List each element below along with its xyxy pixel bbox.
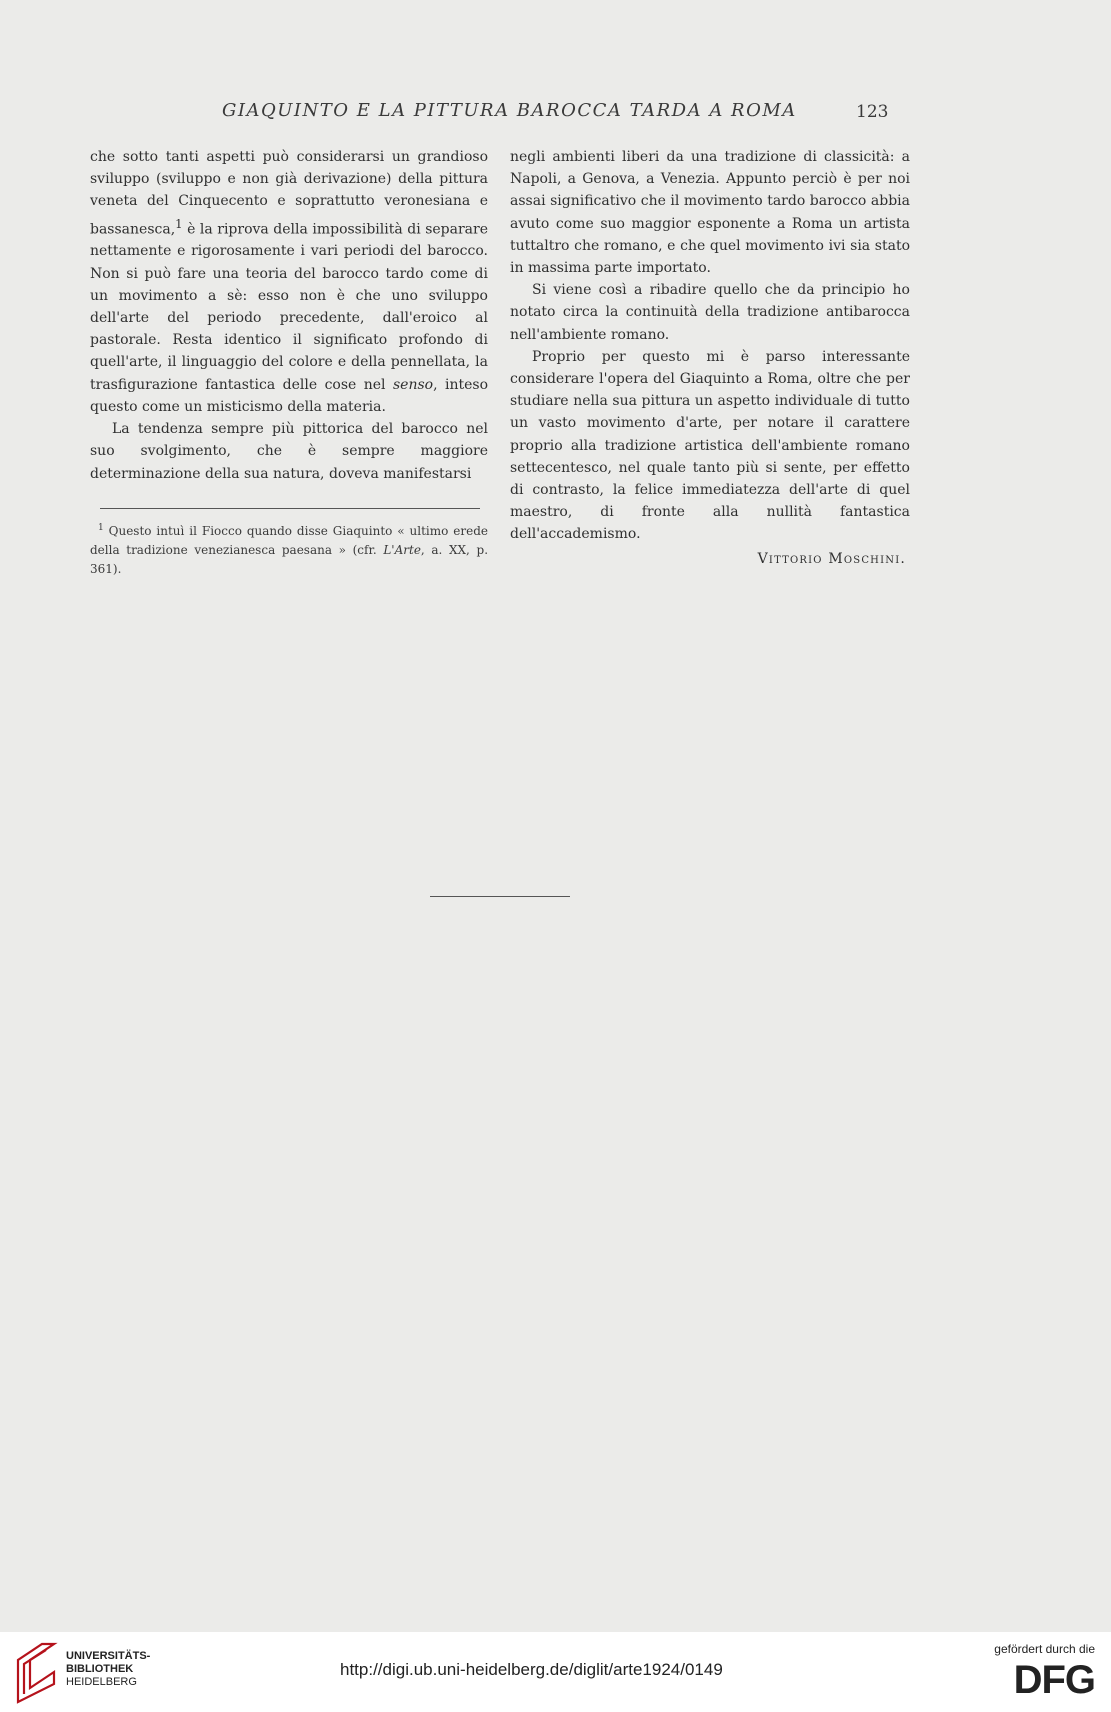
paragraph-text: che sotto tanti aspetti può considerarsi un grandioso sviluppo (sviluppo e non già derivazione) della pittura veneta del Cinquecento e soprattutto veronesiana e bassanesca, bbox=[90, 149, 488, 238]
library-name bbox=[66, 1650, 150, 1689]
dfg-logo[interactable]: DFG bbox=[1013, 1658, 1095, 1702]
ub-heidelberg-logo-icon[interactable] bbox=[12, 1640, 60, 1706]
paragraph: La tendenza sempre più pittorica del barocco nel suo svolgimento, che è sempre maggiore determinazione della sua natura, doveva manifestarsi bbox=[90, 421, 488, 482]
running-head bbox=[0, 100, 1111, 130]
library-line-2: BIBLIOTHEK bbox=[66, 1663, 134, 1675]
footnote-ref: 1 bbox=[175, 216, 183, 231]
funding-notice bbox=[965, 1642, 1095, 1702]
footnote-text: Questo intuì il Fiocco quando disse Giaquinto « ultimo erede della tradizione venezianesca paesana » (cfr. bbox=[90, 523, 488, 557]
library-line-1: UNIVERSITÄTS- bbox=[66, 1650, 151, 1662]
author-signature: Vittorio Moschini. bbox=[757, 550, 906, 567]
footnote-divider bbox=[90, 505, 488, 513]
page-number: 123 bbox=[856, 102, 889, 122]
footnote bbox=[90, 519, 488, 579]
running-title: GIAQUINTO E LA PITTURA BAROCCA TARDA A ROMA bbox=[222, 100, 797, 121]
journal-title: L'Arte bbox=[383, 542, 421, 557]
right-column bbox=[510, 146, 910, 570]
library-line-3: HEIDELBERG bbox=[66, 1676, 137, 1688]
paragraph bbox=[90, 146, 488, 418]
footnote-marker: 1 bbox=[98, 522, 104, 533]
funding-label: gefördert durch die bbox=[994, 1642, 1095, 1656]
paragraph-text: è la riprova della impossibilità di separare nettamente e rigorosamente i vari periodi del barocco. Non si può fare una teoria del barocco tardo come di un movimento a sè: esso non è che uno sviluppo dell'arte del periodo precedente, dall'eroico al pastorale. Resta identico il significato profondo di quell'arte, il linguaggio del colore e della pennellata, la trasfigurazione fantastica delle cose nel bbox=[90, 221, 488, 393]
paragraph: negli ambienti liberi da una tradizione di classicità: a Napoli, a Genova, a Venezia. Appunto perciò è per noi assai significativo che il movimento tardo barocco abbia avuto come suo maggior esponente a Roma un artista tuttaltro che romano, e che quel movimento ivi sia stato in massima parte importato. bbox=[510, 149, 910, 277]
permalink-url[interactable]: http://digi.ub.uni-heidelberg.de/diglit/arte1924/0149 bbox=[340, 1660, 723, 1679]
paragraph: Si viene così a ribadire quello che da principio ho notato circa la continuità della tradizione antibarocca nell'ambiente romano. bbox=[510, 282, 910, 343]
italic-term: senso bbox=[392, 376, 434, 393]
digitization-footer bbox=[0, 1632, 1111, 1712]
paragraph: Proprio per questo mi è parso interessante considerare l'opera del Giaquinto a Roma, oltre che per studiare nella sua pittura un aspetto individuale di tutto un vasto movimento d'arte, per notare il carattere proprio alla tradizione artistica dell'ambiente romano settecentesco, nel quale tanto più si sente, per effetto di contrasto, la felice immediatezza dell'arte di quel maestro, di fronte alla nullità fantastica dell'accademismo. bbox=[510, 348, 910, 543]
section-end-rule bbox=[430, 896, 570, 897]
footnote-text: , a. XX, p. 361). bbox=[90, 542, 489, 576]
paragraph-text: , inteso questo come un misticismo della materia. bbox=[90, 376, 488, 415]
left-column bbox=[90, 146, 488, 591]
